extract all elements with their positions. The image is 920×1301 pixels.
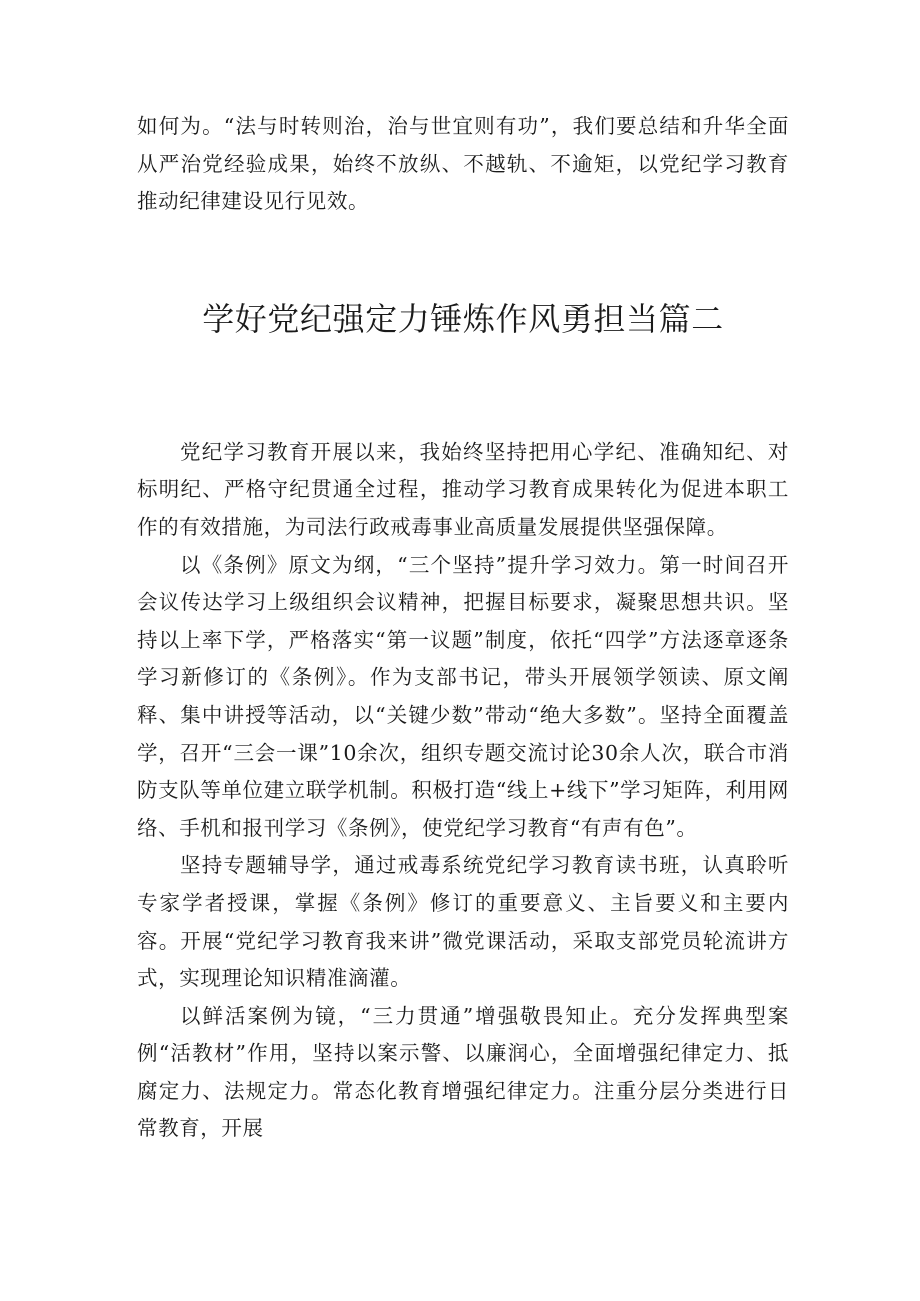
body-block xyxy=(137,434,789,1148)
document-content xyxy=(137,108,789,1148)
intro-paragraph: 如何为。“法与时转则治，治与世宜则有功”，我们要总结和升华全面从严治党经验成果，始终不放纵、不越轨、不逾矩，以党纪学习教育推动纪律建设见行见效。 xyxy=(137,114,789,214)
body-paragraph-1: 党纪学习教育开展以来，我始终坚持把用心学纪、准确知纪、对标明纪、严格守纪贯通全过程，推动学习教育成果转化为促进本职工作的有效措施，为司法行政戒毒事业高质量发展提供坚强保障。 xyxy=(137,439,789,539)
body-paragraph-2: 以《条例》原文为纲，“三个坚持”提升学习效力。第一时间召开会议传达学习上级组织会议精神，把握目标要求，凝聚思想共识。坚持以上率下学，严格落实“第一议题”制度，依托“四学”方法逐章逐条学习新修订的《条例》。作为支部书记，带头开展领学领读、原文阐释、集中讲授等活动，以“关键少数”带动“绝大多数”。坚持全面覆盖学，召开“三会一课”10余次，组织专题交流讨论30余人次，联合市消防支队等单位建立联学机制。积极打造“线上+线下”学习矩阵，利用网络、手机和报刊学习《条例》，使党纪学习教育“有声有色”。 xyxy=(137,552,789,840)
document-title: 学好党纪强定力锤炼作风勇担当篇二 xyxy=(202,299,724,338)
body-paragraph-3: 坚持专题辅导学，通过戒毒系统党纪学习教育读书班，认真聆听专家学者授课，掌握《条例》修订的重要意义、主旨要义和主要内容。开展“党纪学习教育我来讲”微党课活动，采取支部党员轮流讲方式，实现理论知识精准滴灌。 xyxy=(137,853,789,991)
body-paragraph-4: 以鲜活案例为镜，“三力贯通”增强敬畏知止。充分发挥典型案例“活教材”作用，坚持以案示警、以廉润心，全面增强纪律定力、抵腐定力、法规定力。常态化教育增强纪律定力。注重分层分类进行日常教育，开展 xyxy=(137,1003,789,1141)
